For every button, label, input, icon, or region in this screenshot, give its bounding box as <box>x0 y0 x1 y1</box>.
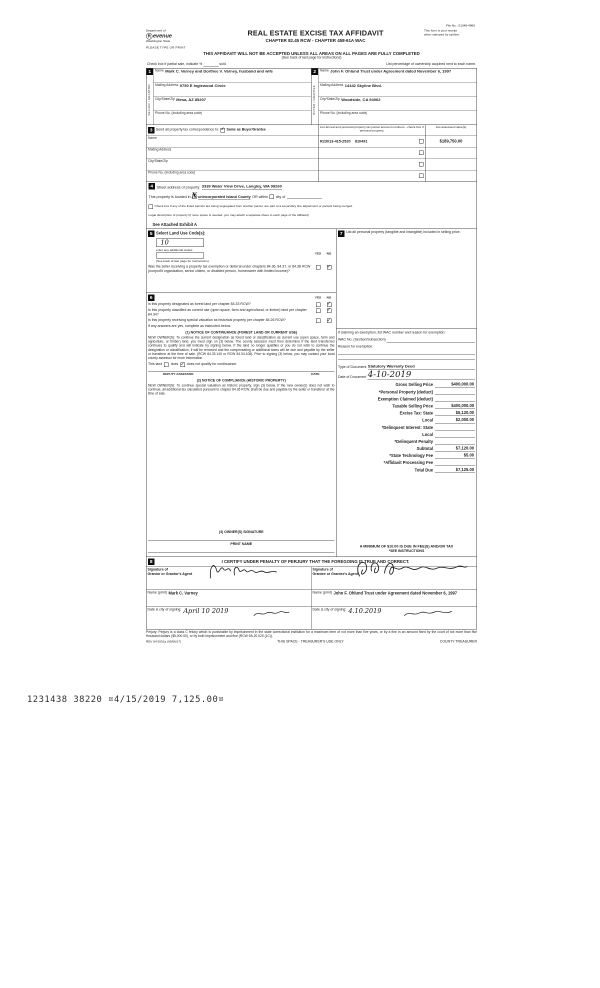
money-row <box>338 423 475 430</box>
money-value: $400,000.00 <box>435 382 475 388</box>
forest-land-question <box>148 302 335 307</box>
buyer-edge <box>312 68 319 124</box>
buyer-address-label: Mailing Address <box>320 83 344 87</box>
ownership-percentage-note: List percentage of ownership acquired next to each name. <box>386 62 476 67</box>
land-use-code-box <box>156 238 204 247</box>
corr-phone-label: Phone No. (including area code) <box>148 171 196 175</box>
reason-label: Reason for exemption: <box>338 344 374 349</box>
buyer-address-value: 14442 Skyline Blvd. <box>344 83 382 88</box>
parcel-row-4 <box>319 170 426 181</box>
historic-no-checkbox <box>327 319 332 324</box>
buyer-csz-value: Woodside, CA 94062 <box>341 97 381 102</box>
if-yes-note: If any answers are yes, complete as instructed below. <box>148 324 231 329</box>
corr-address-row <box>147 147 319 159</box>
county-treasurer-label: COUNTY TREASURER <box>439 640 477 644</box>
grantee-name-value: John F. Ohlund Trust under Agreement dated November 6, 1997 <box>333 590 458 596</box>
owner-signature-title: (3) OWNER(S) SIGNATURE <box>218 530 264 535</box>
receipt-note-line1: This form is your receipt <box>424 28 458 33</box>
money-value: $7,120.00 <box>435 446 475 452</box>
checkmark: ✓ <box>326 307 332 313</box>
doc-date-value: 4-10-2019 <box>367 369 412 380</box>
handwritten-x: X <box>191 192 197 200</box>
corr-name-label: Name <box>148 136 157 141</box>
s5-yes-header: YES <box>314 251 322 256</box>
deputy-assessor-label: DEPUTY ASSESSOR <box>163 372 194 377</box>
segregated-checkbox <box>149 204 154 209</box>
unincorporated-county-label: unincorporated Island County <box>198 194 251 199</box>
section-1-number: 1 <box>148 68 152 75</box>
same-as-buyer-label: Same as Buyer/Grantee <box>226 128 266 132</box>
buyer-box <box>312 68 477 124</box>
location-row <box>149 194 475 199</box>
sections-5-6-7 <box>146 229 477 557</box>
partial-sale-blank <box>203 63 218 67</box>
additional-codes-label: enter any additional codes: <box>156 248 193 252</box>
treasurer-space-label: THIS SPACE - TREASURER'S USE ONLY <box>277 640 344 644</box>
seller-edge <box>147 68 154 124</box>
grantor-sig-label-1: Signature of <box>147 567 168 572</box>
money-value <box>435 465 475 466</box>
please-type-note: PLEASE TYPE OR PRINT <box>146 46 186 50</box>
land-use-title-row <box>148 230 335 237</box>
owner-signature-line <box>148 535 335 541</box>
corr-name-row <box>147 136 319 148</box>
corr-csz-label: City/State/Zip <box>148 159 168 164</box>
s5-yes-no-header <box>313 252 335 256</box>
seller-name-row <box>154 68 312 82</box>
seller-csz-row <box>154 97 312 111</box>
city-of-label: city of <box>275 194 286 200</box>
money-label: *Delinquent Penalty <box>394 439 433 444</box>
or-within-label: OR within <box>252 194 269 200</box>
s5-no-header: NO <box>326 251 332 256</box>
money-table <box>337 381 477 473</box>
parcel-number-value: R23013-415-2520 810491 <box>320 139 368 144</box>
seller-csz-label: City/State/Zip <box>155 97 175 101</box>
money-label: Excise Tax: State <box>399 411 433 416</box>
minimum-fee-note: A MINIMUM OF $10.00 IS DUE IN FEE(S) AND/OR TAX <box>359 543 454 549</box>
reason-blank-2 <box>338 355 475 361</box>
dor-logo <box>146 29 207 50</box>
legal-description-value: See Attached Exhibit A <box>152 222 198 227</box>
money-label: Total Due <box>414 467 433 473</box>
current-use-no-checkbox <box>327 308 332 313</box>
revenue-r-icon: R <box>147 33 151 39</box>
see-instructions-note: *SEE INSTRUCTIONS <box>388 549 425 554</box>
segregated-row <box>149 204 475 209</box>
street-address-label: Street address of property: <box>156 184 201 190</box>
notice-continuance-body: NEW OWNER(S): To continue the current designation as forest land or classification as current use (open space, farm and agriculture, or timber) land, you must sign on (3) below. The county assessor must then determine if the land transferred continues to qualify and will indicate by signing below. If the land no longer qualifies or you do not wish to continue the designation or classification, it will be removed and the compensating or additional taxes will be due and payable by the seller or transferor at the time of sale. (RCW 84.33.140 or RCW 84.34.108). Prior to signing (3) below, you may contact your local county assessor for more information. <box>148 335 335 360</box>
logo-state-text: Washington State <box>146 39 171 44</box>
section-8-number: 8 <box>149 558 153 565</box>
personal-property-checkbox-1 <box>419 139 424 144</box>
receipt-note-line2: when stamped by cashier. <box>424 32 460 37</box>
money-row <box>338 445 475 452</box>
money-label: Taxable Selling Price <box>392 403 433 409</box>
deferral-no-checkbox <box>327 265 332 270</box>
historic-text: Is this property receiving special valuation as historical property per chapter 84.26 RCW? <box>148 318 286 323</box>
current-use-question <box>148 308 335 317</box>
forest-yes-checkbox <box>316 302 321 307</box>
reet-affidavit-form <box>146 24 477 645</box>
buyer-address-row <box>319 83 477 97</box>
money-row <box>338 388 475 395</box>
buyer-phone-row <box>319 111 477 125</box>
parcel-column <box>319 125 426 182</box>
corr-phone-row <box>147 170 319 181</box>
money-label: Exemption Claimed (deduct) <box>377 396 433 402</box>
doc-type-value: Statutory Warranty Deed <box>368 364 475 370</box>
buyer-name-value: John F. Ohlund Trust under Agreement dated November 6, 1997 <box>330 69 452 74</box>
money-label: *Personal Property (deduct) <box>378 389 433 395</box>
seller-address-value: 9750 E Inglewood Circle <box>179 83 226 88</box>
section-6-number: 6 <box>149 294 153 301</box>
historic-question <box>148 319 335 324</box>
exemption-intro: If claiming an exemption, list WAC number and reason for exemption: <box>338 330 446 335</box>
partial-sale-label: Check box if partial sale, indicate % <box>147 62 203 67</box>
seller-name-label: Name <box>155 69 164 73</box>
money-row <box>338 402 475 409</box>
warning-line: THIS AFFIDAVIT WILL NOT BE ACCEPTED UNLESS ALL AREAS ON ALL PAGES ARE FULLY COMPLETED <box>203 50 420 56</box>
logo-name-text: evenue <box>153 32 172 39</box>
money-label: *State Technology Fee <box>389 453 433 459</box>
buyer-csz-row <box>319 97 477 111</box>
parcel-row-2 <box>319 147 426 159</box>
section-6 <box>147 293 337 557</box>
grantee-name-label: Name (print) <box>312 590 332 595</box>
left-column <box>147 229 337 557</box>
logo-dept-text: Department of <box>146 28 166 33</box>
section-7 <box>337 229 477 557</box>
money-value <box>435 444 475 445</box>
does-label: does <box>170 362 179 367</box>
s6-no-header: NO <box>326 295 332 300</box>
deferral-question-row <box>148 265 335 274</box>
money-row <box>338 466 475 473</box>
deputy-date-label: DATE <box>311 372 320 377</box>
forest-land-text: Is this property designated as forest land per chapter 84.33 RCW? <box>148 302 251 306</box>
notice-compliance-title: (2) NOTICE OF COMPLIANCE (HISTORIC PROPERTY) <box>196 378 286 383</box>
form-rev-number: REV 84 0001a (09/06/17) <box>146 640 182 644</box>
land-use-code-value: 10 <box>160 238 169 247</box>
wac-row <box>338 338 475 343</box>
buyer-side-label: BUYER / GRANTEE <box>312 85 316 115</box>
seller-address-label: Mailing Address <box>155 83 179 87</box>
section-5-number: 5 <box>149 230 153 237</box>
partial-sold-label: sold. <box>219 62 227 67</box>
money-row <box>338 452 475 459</box>
grantor-city-scrawl <box>252 609 292 618</box>
seller-address-row <box>154 83 312 97</box>
buyer-name-label: Name <box>320 69 329 73</box>
grantee-signature <box>351 557 469 583</box>
personal-property-checkbox-3 <box>419 162 424 167</box>
form-title: REAL ESTATE EXCISE TAX AFFIDAVIT <box>247 29 384 38</box>
unincorporated-checkbox <box>191 192 197 200</box>
checkmark: ✓ <box>326 263 332 270</box>
historic-yes-checkbox <box>316 319 321 324</box>
corr-address-label: Mailing Address <box>148 148 172 152</box>
section-7-number: 7 <box>339 230 343 237</box>
checkmark: ✓ <box>326 317 332 323</box>
assessed-row-2 <box>426 147 477 159</box>
money-value <box>435 394 475 395</box>
grantee-sig-label-2: Grantee or Grantee's Agent <box>312 572 358 576</box>
assessed-value: $189,750.00 <box>439 138 463 144</box>
grantee-city-scrawl <box>402 609 457 618</box>
this-land-label: This land <box>148 362 163 367</box>
grantee-date-value: 4.10.2019 <box>348 607 382 615</box>
personal-property-label: List all personal property (tangible and intangible) included in selling price. <box>346 230 461 234</box>
current-use-yes-checkbox <box>316 308 321 313</box>
perjury-note: Perjury: Perjury is a class C felony which is punishable by imprisonment in the state correctional institution for a maximum term of not more than five years, or by a fine in an amount fixed by the court of not more than five thousand dollars ($5,000.00), or by both imprisonment and fine (RCW 9A.20.020 (1C)). <box>146 630 477 639</box>
money-value <box>435 430 475 431</box>
grantor-sig-label-2: Grantor or Grantor's Agent <box>147 572 193 576</box>
cashier-stamp: 1231438 38220 ¤4/15/2019 7,125.00¤ <box>27 695 225 705</box>
seller-side-label: SELLER / GRANTOR <box>147 84 151 116</box>
city-blank <box>287 195 322 199</box>
send-correspondence-label: Send all property tax correspondence to: <box>156 128 220 132</box>
seller-phone-label: Phone No. (including area code) <box>155 111 203 116</box>
money-label: *Delinquent Interest: State <box>381 425 433 430</box>
buyer-csz-label: City/State/Zip <box>320 97 340 101</box>
seller-name-value: Mark C. Varney and Dorthee V. Varney, husband and wife <box>165 69 273 74</box>
wac-blank <box>387 338 475 343</box>
money-value: $400,000.00 <box>435 403 475 409</box>
assessed-row-4 <box>426 170 477 181</box>
notice-compliance-body: NEW OWNER(S): To continue special valuation as historic property, sign (3) below. If the new owner(s) does not wish to continue, all additional tax calculated pursuant to chapter 84.26 RCW, shall be due and payable by the seller or transferor at the time of sale. <box>148 383 335 396</box>
money-value: $5.00 <box>435 453 475 459</box>
receipt-note <box>424 29 477 50</box>
doc-date-label: Date of Document <box>338 375 367 379</box>
form-header <box>146 29 477 50</box>
money-row <box>338 437 475 444</box>
money-row <box>338 416 475 423</box>
spacer <box>148 396 335 531</box>
parcel-row-1 <box>319 136 426 148</box>
spacer <box>148 553 335 555</box>
form-footer <box>146 640 477 644</box>
assessed-header: List assessed value(s) <box>426 125 477 136</box>
checkmark: ✓ <box>326 301 332 307</box>
file-number: File No.: 01348-4966 <box>446 24 475 28</box>
street-address-row <box>149 183 475 190</box>
grantor-name-label: Name (print) <box>147 590 167 595</box>
exemption-block <box>337 329 477 362</box>
section-3 <box>146 125 477 182</box>
correspondence-header <box>147 125 319 136</box>
legal-description-label: Legal description of property (if more space is needed, you may attach a separate sheet to each page of the affidavit) <box>148 213 309 218</box>
notice-continuance-title: (1) NOTICE OF CONTINUANCE (FOREST LAND OR CURRENT USE) <box>185 331 298 335</box>
personal-property-checkbox-4 <box>419 174 424 179</box>
s6-header-row <box>148 294 335 301</box>
money-label: *Affidavit Processing Fee <box>383 460 433 466</box>
grantee-sig-label-1: Signature of <box>312 567 333 572</box>
money-row <box>338 395 475 402</box>
grantor-date-value: April 10 2019 <box>183 607 229 615</box>
personal-property-box <box>337 229 477 329</box>
street-address-value: 3339 Water View Drive, Langley, WA 98260 <box>201 183 282 189</box>
parcel-row-3 <box>319 159 426 171</box>
buyer-phone-label: Phone No. (including area code) <box>320 111 368 116</box>
document-block <box>337 362 477 381</box>
grantee-name-cell <box>312 590 477 607</box>
deputy-row <box>148 372 335 376</box>
s6-yes-header: YES <box>314 295 322 300</box>
money-value: $7,125.00 <box>435 467 475 473</box>
section-4 <box>146 182 477 229</box>
money-value: $2,000.00 <box>435 418 475 424</box>
segregated-text: Check box if any of the listed parcels are being segregated from another parcel, are part of a secondary line adjustment or parcels being merged. <box>154 204 353 209</box>
city-checkbox <box>270 195 275 200</box>
certify-statement: I CERTIFY UNDER PENALTY OF PERJURY THAT THE FOREGOING IS TRUE AND CORRECT. <box>221 559 410 565</box>
money-label: Local <box>422 432 433 437</box>
assessed-column <box>426 125 477 182</box>
corr-csz-row <box>147 159 319 171</box>
grantor-signature <box>206 558 281 582</box>
money-label: Subtotal <box>416 446 433 452</box>
section-3-number: 3 <box>149 127 153 133</box>
assessed-row-1 <box>426 136 477 148</box>
grantee-date-label: Date & city of signing: <box>312 607 347 612</box>
money-value: $5,120.00 <box>435 411 475 417</box>
print-name-title: PRINT NAME <box>230 542 253 547</box>
money-label: Local <box>422 418 433 423</box>
buyer-name-row <box>319 68 477 82</box>
wac-label: WAC No. (Section/Subsection) <box>338 337 386 342</box>
title-block <box>207 29 424 50</box>
grantor-name-cell <box>147 590 312 607</box>
section-2-number: 2 <box>313 68 317 75</box>
doc-date-row <box>338 371 475 380</box>
deferral-question-text: Was the seller receiving a property tax exemption or deferral under chapters 84.36, 84.37, or 84.38 RCW (nonprofit organization, senior citizen, or disabled person, homeowner with limited income)? <box>148 265 311 274</box>
money-label: Gross Selling Price <box>395 382 433 388</box>
section-8-certification <box>146 557 477 630</box>
partial-sale-row <box>147 63 476 67</box>
doc-type-label: Type of Document <box>338 365 367 369</box>
s5-see-back-note: (See back of last page for instructions) <box>156 259 209 263</box>
grantor-name-value: Mark C. Varney <box>168 590 198 596</box>
money-row <box>338 459 475 466</box>
section-4-number: 4 <box>150 183 154 189</box>
checkmark: ✓ <box>180 361 185 367</box>
does-not-label: does not qualify for continuance. <box>186 362 238 367</box>
seller-box <box>147 68 312 124</box>
correspondence-column <box>147 125 319 182</box>
deferral-yes-checkbox <box>316 265 321 270</box>
money-row <box>338 409 475 416</box>
spacer <box>337 473 477 544</box>
located-in-label: This property is located in <box>148 194 191 200</box>
grantor-date-label: Date & city of signing: <box>147 607 182 612</box>
money-row <box>338 430 475 437</box>
doc-date-blank <box>368 371 475 380</box>
assessed-row-3 <box>426 159 477 171</box>
money-value <box>435 437 475 438</box>
checkmark: ✓ <box>220 126 225 133</box>
see-back-note: (See back of last page for instructions) <box>281 56 342 60</box>
personal-property-checkbox-2 <box>419 151 424 156</box>
money-row <box>338 381 475 388</box>
same-as-buyer-checkbox <box>221 128 226 133</box>
seller-phone-row <box>154 111 312 125</box>
seller-csz-value: Mesa, AZ 85207 <box>176 97 206 102</box>
parcel-header: List all real and personal property tax parcel account numbers - check box if personal property <box>319 125 426 136</box>
parties-section <box>146 68 477 125</box>
section-5-land-use <box>147 229 337 293</box>
land-use-title: Select Land Use Code(s): <box>156 231 206 236</box>
money-value <box>435 402 475 403</box>
form-subtitle: CHAPTER 82.45 RCW - CHAPTER 458-61A WAC <box>265 37 366 43</box>
current-use-text: Is this property classified as current use (open space, farm and agricultural, or timber) land per chapter 84.34? <box>148 308 307 317</box>
additional-code-box <box>156 252 204 258</box>
